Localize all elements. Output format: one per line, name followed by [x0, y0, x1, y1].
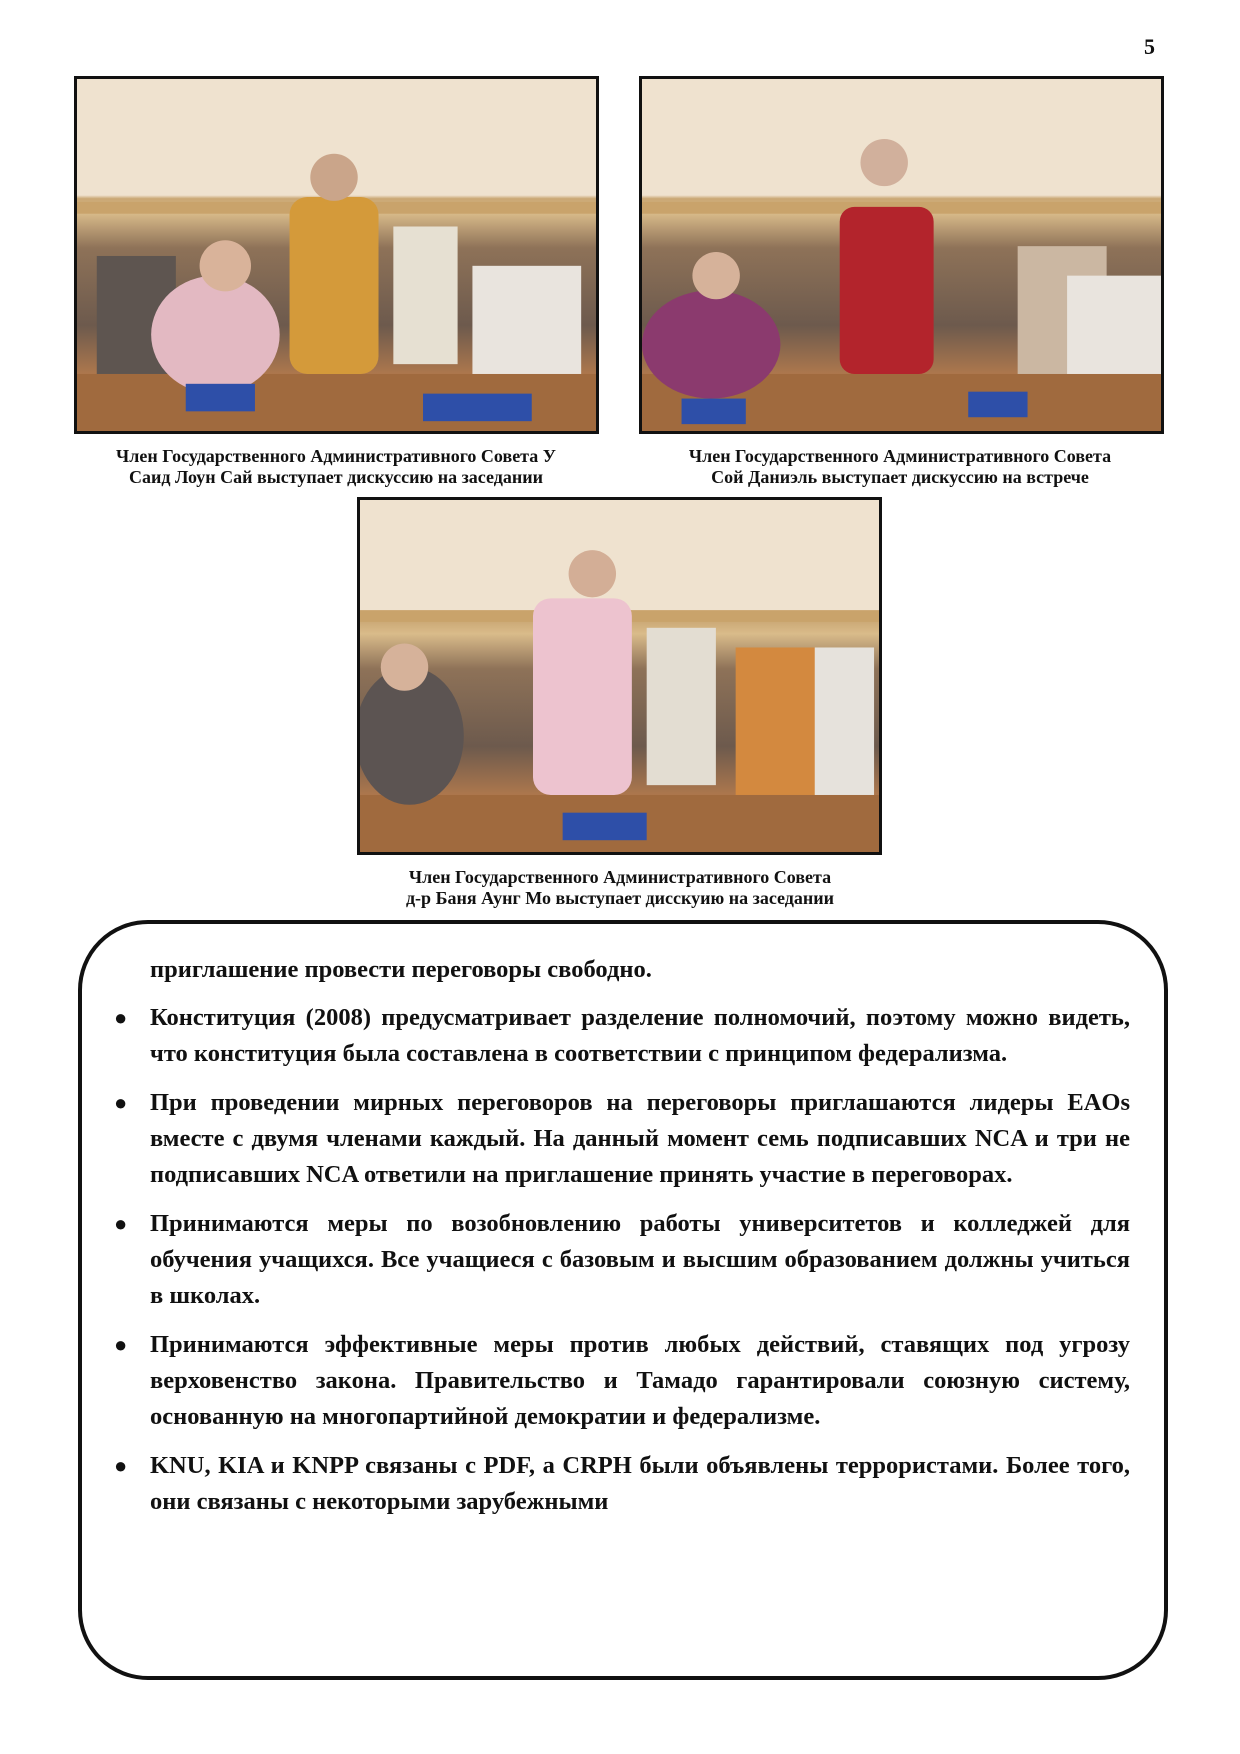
list-item-text: Принимаются меры по возобновлению работы университетов и колледжей для обучения учащихся. Все учащиеся с базовым и высшим образованием должны учиться в школах. — [150, 1210, 1130, 1309]
caption-line: Член Государственного Административного Совета — [408, 867, 832, 887]
meeting-photo-1 — [74, 76, 599, 434]
bullet-icon: ● — [114, 1453, 128, 1478]
list-item — [114, 1448, 1130, 1520]
caption-line: д-р Баня Аунг Мо выступает дисскуию на заседании — [405, 888, 835, 908]
bullet-list — [114, 1000, 1130, 1520]
photo-1-caption — [56, 446, 616, 488]
list-item-text: При проведении мирных переговоров на переговоры приглашаются лидеры EAOs вместе с двумя членами каждый. На данный момент семь подписавших NCA и три не подписавших NCA ответили на приглашение принять участие в переговорах. — [150, 1089, 1130, 1188]
list-item — [114, 1327, 1130, 1435]
main-text — [114, 952, 1130, 1533]
meeting-photo-3 — [357, 497, 882, 855]
list-item-text: Принимаются эффективные меры против любых действий, ставящих под угрозу верховенство закона. Правительство и Тамадо гарантировали союзную систему, основанную на многопартийной демократии и федерализме. — [150, 1331, 1130, 1430]
list-item — [114, 1085, 1130, 1193]
photo-3-caption — [340, 867, 900, 909]
list-item-text: Конституция (2008) предусматривает разделение полномочий, поэтому можно видеть, что конституция была составлена в соответствии с принципом федерализма. — [150, 1004, 1130, 1067]
photo-2-caption — [620, 446, 1180, 488]
meeting-photo-2 — [639, 76, 1164, 434]
caption-line: Саид Лоун Сай выступает дискуссию на заседании — [129, 467, 543, 487]
list-item — [114, 1206, 1130, 1314]
bullet-icon: ● — [114, 1211, 128, 1236]
caption-line: Сой Даниэль выступает дискуссию на встрече — [711, 467, 1089, 487]
lead-paragraph: приглашение провести переговоры свободно. — [150, 956, 652, 983]
caption-line: Член Государственного Административного Совета — [688, 446, 1112, 466]
bullet-icon: ● — [114, 1332, 128, 1357]
bullet-icon: ● — [114, 1005, 128, 1030]
caption-line: Член Государственного Административного Совета У — [116, 446, 556, 466]
list-item-text: KNU, KIA и KNPP связаны с PDF, а CRPH были объявлены террористами. Более того, они связаны с некоторыми зарубежными — [150, 1452, 1130, 1515]
page-number: 5 — [1144, 34, 1155, 59]
bullet-icon: ● — [114, 1090, 128, 1115]
list-item — [114, 1000, 1130, 1072]
